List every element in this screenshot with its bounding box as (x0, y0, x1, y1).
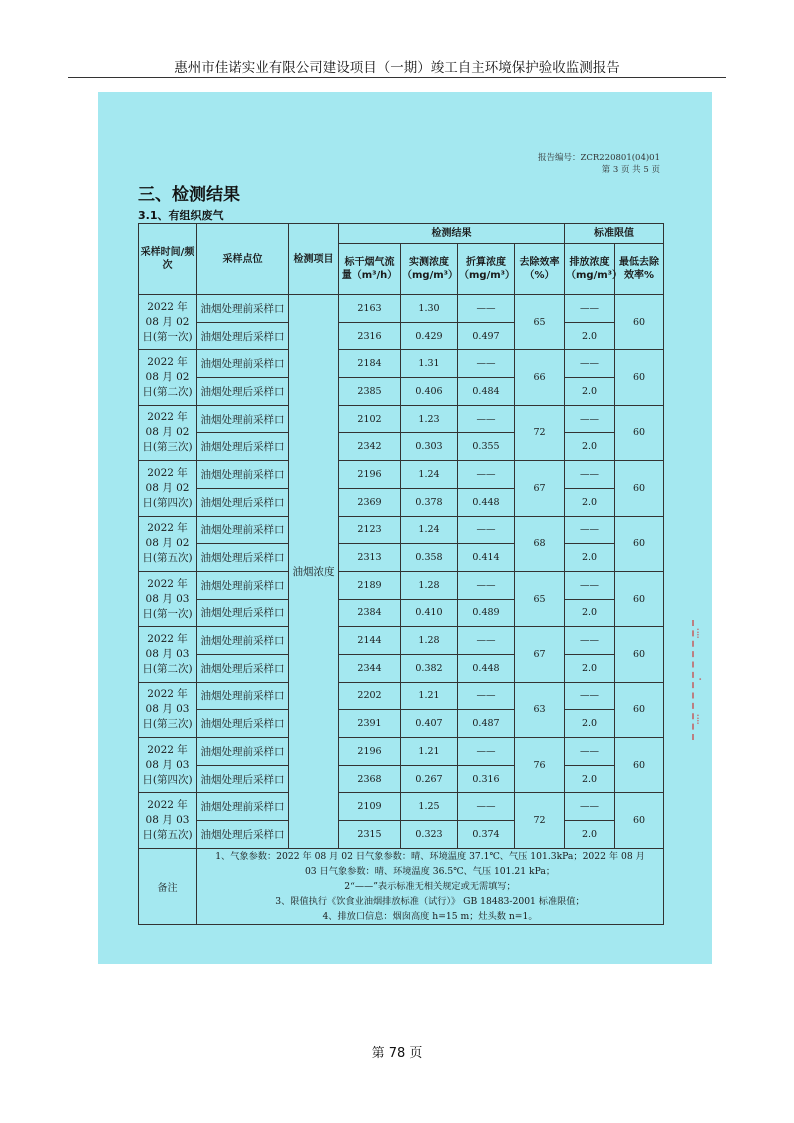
converted-value: 0.374 (458, 821, 515, 849)
flow-value: 2184 (339, 350, 401, 378)
flow-value: 2196 (339, 738, 401, 766)
limit-value: —— (565, 295, 615, 323)
report-number-block (538, 152, 660, 176)
header-converted: 折算浓度（mg/m³） (458, 244, 515, 295)
sample-time: 2022 年 08 月 03 日(第五次) (139, 793, 197, 848)
report-page-info: 第 3 页 共 5 页 (601, 165, 660, 175)
converted-value: —— (458, 682, 515, 710)
page-number: 第 78 页 (371, 1046, 423, 1061)
measured-value: 0.378 (401, 488, 458, 516)
efficiency-value: 66 (515, 350, 565, 405)
limit-value: —— (565, 350, 615, 378)
flow-value: 2391 (339, 710, 401, 738)
sample-point: 油烟处理后采样口 (197, 378, 289, 406)
sample-time: 2022 年 08 月 02 日(第二次) (139, 350, 197, 405)
sample-time: 2022 年 08 月 03 日(第三次) (139, 682, 197, 737)
measured-value: 0.410 (401, 599, 458, 627)
flow-value: 2123 (339, 516, 401, 544)
measured-value: 1.25 (401, 793, 458, 821)
table-row (139, 378, 664, 406)
sample-time: 2022 年 08 月 02 日(第一次) (139, 295, 197, 350)
limit-value: 2.0 (565, 433, 615, 461)
sample-point: 油烟处理后采样口 (197, 322, 289, 350)
efficiency-value: 72 (515, 405, 565, 460)
measured-value: 0.406 (401, 378, 458, 406)
measured-value: 0.382 (401, 654, 458, 682)
min-efficiency-value: 60 (615, 350, 664, 405)
limit-value: —— (565, 461, 615, 489)
header-point: 采样点位 (197, 224, 289, 295)
flow-value: 2384 (339, 599, 401, 627)
table-row (139, 599, 664, 627)
measured-value: 1.30 (401, 295, 458, 323)
table-row (139, 821, 664, 849)
converted-value: 0.448 (458, 654, 515, 682)
converted-value: 0.489 (458, 599, 515, 627)
sample-point: 油烟处理前采样口 (197, 350, 289, 378)
min-efficiency-value: 60 (615, 627, 664, 682)
limit-value: 2.0 (565, 488, 615, 516)
converted-value: 0.484 (458, 378, 515, 406)
converted-value: 0.316 (458, 765, 515, 793)
sample-point: 油烟处理前采样口 (197, 405, 289, 433)
efficiency-value: 67 (515, 461, 565, 516)
sample-time: 2022 年 08 月 03 日(第一次) (139, 571, 197, 626)
flow-value: 2316 (339, 322, 401, 350)
measured-value: 1.31 (401, 350, 458, 378)
converted-value: —— (458, 627, 515, 655)
sample-time: 2022 年 08 月 02 日(第四次) (139, 461, 197, 516)
note-line: 3、限值执行《饮食业油烟排放标准（试行）》 GB 18483-2001 标准限值； (275, 895, 585, 907)
sample-point: 油烟处理前采样口 (197, 516, 289, 544)
table-row (139, 405, 664, 433)
sample-point: 油烟处理后采样口 (197, 765, 289, 793)
table-row (139, 295, 664, 323)
measured-value: 1.28 (401, 627, 458, 655)
efficiency-value: 76 (515, 738, 565, 793)
sample-time: 2022 年 08 月 02 日(第五次) (139, 516, 197, 571)
limit-value: —— (565, 571, 615, 599)
efficiency-value: 63 (515, 682, 565, 737)
sample-time: 2022 年 08 月 03 日(第四次) (139, 738, 197, 793)
converted-value: 0.497 (458, 322, 515, 350)
sample-point: 油烟处理后采样口 (197, 488, 289, 516)
sample-time: 2022 年 08 月 03 日(第二次) (139, 627, 197, 682)
flow-value: 2368 (339, 765, 401, 793)
sample-time: 2022 年 08 月 02 日(第三次) (139, 405, 197, 460)
table-row (139, 654, 664, 682)
converted-value: 0.487 (458, 710, 515, 738)
note-line: 03 日气象参数：晴、环境温度 36.5℃、气压 101.21 kPa； (304, 865, 556, 877)
limit-value: 2.0 (565, 710, 615, 738)
sample-point: 油烟处理后采样口 (197, 433, 289, 461)
section-subtitle: 3.1、有组织废气 (138, 209, 224, 222)
converted-value: —— (458, 295, 515, 323)
sample-point: 油烟处理后采样口 (197, 544, 289, 572)
sample-point: 油烟处理前采样口 (197, 295, 289, 323)
header-standard-group: 标准限值 (565, 224, 664, 244)
converted-value: —— (458, 350, 515, 378)
efficiency-value: 68 (515, 516, 565, 571)
sample-point: 油烟处理后采样口 (197, 654, 289, 682)
measured-value: 0.407 (401, 710, 458, 738)
limit-value: —— (565, 516, 615, 544)
limit-value: —— (565, 793, 615, 821)
efficiency-value: 65 (515, 295, 565, 350)
efficiency-value: 72 (515, 793, 565, 848)
header-min-efficiency: 最低去除效率% (615, 244, 664, 295)
flow-value: 2385 (339, 378, 401, 406)
limit-value: 2.0 (565, 765, 615, 793)
limit-value: 2.0 (565, 654, 615, 682)
limit-value: —— (565, 405, 615, 433)
page-header-title: 惠州市佳诺实业有限公司建设项目（一期）竣工自主环境保护验收监测报告 (174, 60, 620, 76)
sample-point: 油烟处理后采样口 (197, 821, 289, 849)
converted-value: —— (458, 516, 515, 544)
measured-value: 1.28 (401, 571, 458, 599)
results-table (138, 223, 664, 925)
converted-value: —— (458, 571, 515, 599)
converted-value: —— (458, 405, 515, 433)
flow-value: 2102 (339, 405, 401, 433)
measured-value: 0.323 (401, 821, 458, 849)
measured-value: 0.267 (401, 765, 458, 793)
notes-content (197, 848, 664, 924)
measured-value: 1.24 (401, 461, 458, 489)
measured-value: 1.21 (401, 682, 458, 710)
limit-value: 2.0 (565, 378, 615, 406)
converted-value: 0.448 (458, 488, 515, 516)
table-row (139, 793, 664, 821)
measured-value: 0.358 (401, 544, 458, 572)
sample-point: 油烟处理前采样口 (197, 571, 289, 599)
limit-value: 2.0 (565, 599, 615, 627)
header-results-group: 检测结果 (339, 224, 565, 244)
min-efficiency-value: 60 (615, 295, 664, 350)
limit-value: 2.0 (565, 322, 615, 350)
flow-value: 2315 (339, 821, 401, 849)
min-efficiency-value: 60 (615, 405, 664, 460)
min-efficiency-value: 60 (615, 516, 664, 571)
sample-point: 油烟处理前采样口 (197, 461, 289, 489)
sample-point: 油烟处理后采样口 (197, 599, 289, 627)
min-efficiency-value: 60 (615, 738, 664, 793)
measured-value: 1.23 (401, 405, 458, 433)
notes-row (139, 848, 664, 924)
header-item: 检测项目 (289, 224, 339, 295)
header-efficiency: 去除效率（%） (515, 244, 565, 295)
table-row (139, 488, 664, 516)
note-line: 4、排放口信息：烟囱高度 h=15 m；灶头数 n=1。 (322, 910, 538, 922)
table-row (139, 571, 664, 599)
sample-point: 油烟处理前采样口 (197, 793, 289, 821)
min-efficiency-value: 60 (615, 461, 664, 516)
sample-point: 油烟处理前采样口 (197, 738, 289, 766)
table-row (139, 738, 664, 766)
flow-value: 2189 (339, 571, 401, 599)
table-row (139, 516, 664, 544)
min-efficiency-value: 60 (615, 682, 664, 737)
notes-label: 备注 (139, 848, 197, 924)
table-row (139, 461, 664, 489)
limit-value: —— (565, 682, 615, 710)
table-row (139, 322, 664, 350)
converted-value: 0.414 (458, 544, 515, 572)
limit-value: —— (565, 738, 615, 766)
converted-value: —— (458, 461, 515, 489)
flow-value: 2313 (339, 544, 401, 572)
converted-value: 0.355 (458, 433, 515, 461)
test-item: 油烟浓度 (289, 295, 339, 849)
section-title: 三、检测结果 (138, 185, 240, 205)
table-row (139, 627, 664, 655)
header-measured: 实测浓度（mg/m³） (401, 244, 458, 295)
flow-value: 2369 (339, 488, 401, 516)
flow-value: 2144 (339, 627, 401, 655)
report-number: 报告编号：ZCR220801(04)01 (537, 153, 660, 163)
table-row (139, 710, 664, 738)
header-flow: 标干烟气流量（m³/h） (339, 244, 401, 295)
flow-value: 2163 (339, 295, 401, 323)
header-emission-limit: 排放浓度（mg/m³） (565, 244, 615, 295)
converted-value: —— (458, 793, 515, 821)
converted-value: —— (458, 738, 515, 766)
table-row (139, 350, 664, 378)
measured-value: 1.24 (401, 516, 458, 544)
header-time: 采样时间/频次 (139, 224, 197, 295)
sample-point: 油烟处理前采样口 (197, 682, 289, 710)
flow-value: 2202 (339, 682, 401, 710)
seal-stamp-edge: ⁞ · ⁞ (692, 620, 714, 740)
results-body (139, 295, 664, 925)
sample-point: 油烟处理后采样口 (197, 710, 289, 738)
sample-point: 油烟处理前采样口 (197, 627, 289, 655)
min-efficiency-value: 60 (615, 571, 664, 626)
table-row (139, 682, 664, 710)
limit-value: 2.0 (565, 821, 615, 849)
table-row (139, 433, 664, 461)
header-divider (68, 77, 726, 78)
flow-value: 2196 (339, 461, 401, 489)
min-efficiency-value: 60 (615, 793, 664, 848)
table-row (139, 765, 664, 793)
flow-value: 2109 (339, 793, 401, 821)
flow-value: 2342 (339, 433, 401, 461)
limit-value: —— (565, 627, 615, 655)
table-row (139, 544, 664, 572)
efficiency-value: 65 (515, 571, 565, 626)
measured-value: 0.429 (401, 322, 458, 350)
note-line: 2“——”表示标准无相关规定或无需填写； (344, 880, 516, 892)
flow-value: 2344 (339, 654, 401, 682)
measured-value: 1.21 (401, 738, 458, 766)
note-line: 1、气象参数：2022 年 08 月 02 日气象参数：晴、环境温度 37.1℃、气压 101.3kPa；2022 年 08 月 (215, 850, 645, 862)
limit-value: 2.0 (565, 544, 615, 572)
efficiency-value: 67 (515, 627, 565, 682)
measured-value: 0.303 (401, 433, 458, 461)
scanned-report-page (98, 92, 712, 964)
